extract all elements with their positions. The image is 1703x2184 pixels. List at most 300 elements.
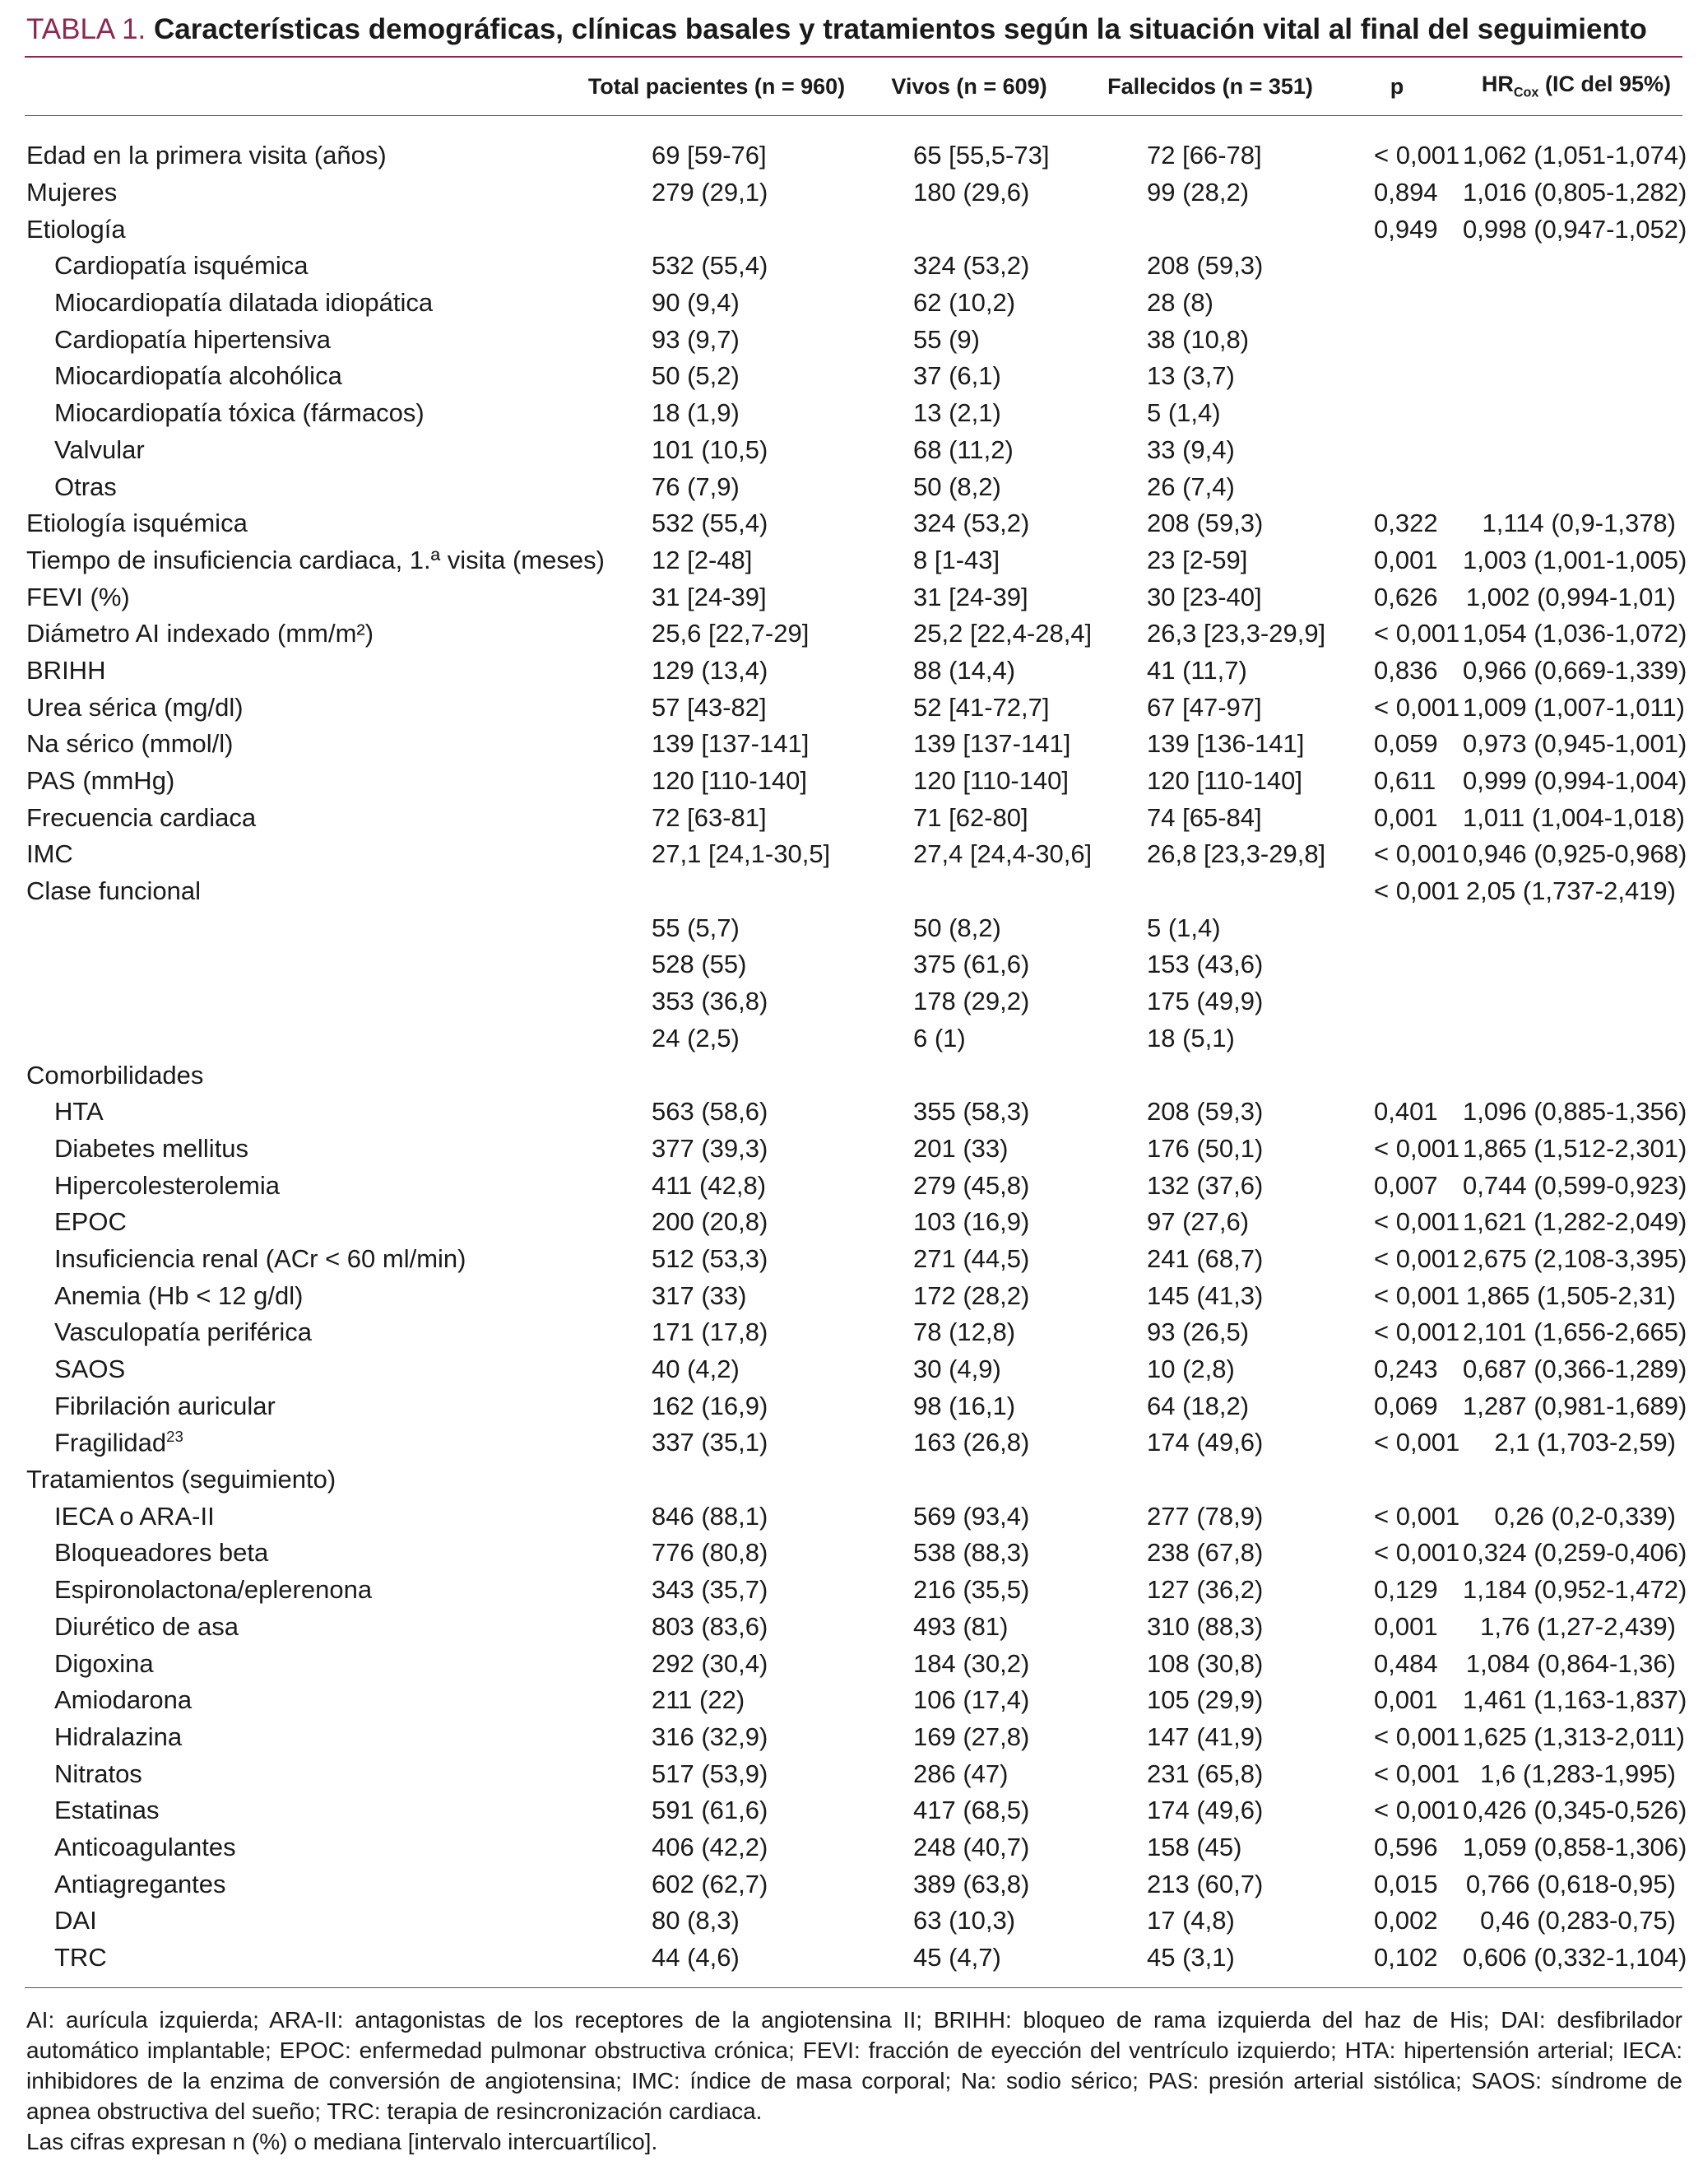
cell-p bbox=[1331, 1057, 1463, 1094]
cell-fallecidos: 97 (27,6) bbox=[1147, 1207, 1250, 1237]
cell-hr: 1,865 (1,505-2,31) bbox=[1465, 1280, 1676, 1310]
table-row bbox=[25, 1387, 1682, 1424]
table-row bbox=[25, 1535, 1682, 1572]
cell-fallecidos: 26,3 [23,3-29,9] bbox=[1147, 619, 1326, 648]
cell-fallecidos: 108 (30,8) bbox=[1147, 1648, 1264, 1678]
cell-vivos: 139 [137-141] bbox=[913, 729, 1071, 759]
row-label: BRIHH bbox=[26, 655, 106, 685]
row-label: HTA bbox=[54, 1097, 104, 1127]
row-label: Na sérico (mmol/l) bbox=[26, 729, 234, 759]
footnote-units: Las cifras expresan n (%) o mediana [intervalo intercuartílico]. bbox=[26, 2129, 658, 2155]
table-row bbox=[25, 285, 1682, 322]
cell-p: < 0,001 bbox=[1374, 619, 1460, 648]
table-row bbox=[25, 763, 1682, 800]
row-label: EPOC bbox=[54, 1207, 127, 1237]
cell-total: 591 (61,6) bbox=[652, 1796, 768, 1825]
cell-vivos: 30 (4,9) bbox=[913, 1355, 1001, 1384]
cell-vivos: 78 (12,8) bbox=[913, 1317, 1016, 1347]
row-label: Frecuencia cardiaca bbox=[26, 802, 257, 832]
row-label: Etiología bbox=[26, 214, 126, 244]
cell-vivos: 216 (35,5) bbox=[913, 1575, 1030, 1605]
cell-total: 72 [63-81] bbox=[652, 802, 767, 832]
cell-vivos: 324 (53,2) bbox=[913, 251, 1030, 281]
cell-p: 0,001 bbox=[1374, 1685, 1438, 1715]
cell-vivos: 538 (88,3) bbox=[913, 1538, 1030, 1568]
table-row bbox=[25, 1755, 1682, 1792]
cell-p: < 0,001 bbox=[1374, 1538, 1460, 1568]
cell-fallecidos: 72 [66-78] bbox=[1147, 141, 1262, 170]
cell-total: 162 (16,9) bbox=[652, 1391, 768, 1420]
cell-p bbox=[1331, 946, 1463, 983]
cell-hr bbox=[1463, 946, 1682, 983]
cell-fallecidos: 26 (7,4) bbox=[1147, 472, 1235, 501]
cell-p: < 0,001 bbox=[1374, 1501, 1460, 1531]
cell-total bbox=[584, 1461, 849, 1499]
cell-vivos: 163 (26,8) bbox=[913, 1428, 1030, 1457]
row-label bbox=[25, 946, 584, 983]
table-row bbox=[25, 542, 1682, 579]
cell-p: 0,243 bbox=[1374, 1355, 1438, 1384]
cell-hr: 2,675 (2,108-3,395) bbox=[1463, 1243, 1687, 1273]
row-label bbox=[25, 983, 584, 1020]
row-label bbox=[25, 909, 584, 946]
cell-hr: 2,05 (1,737-2,419) bbox=[1465, 876, 1676, 906]
cell-fallecidos: 23 [2-59] bbox=[1147, 545, 1248, 574]
cell-total: 200 (20,8) bbox=[652, 1207, 768, 1237]
cell-p bbox=[1331, 909, 1463, 946]
cell-p: 0,836 bbox=[1374, 655, 1438, 685]
row-label: FEVI (%) bbox=[26, 582, 130, 611]
table-row bbox=[25, 358, 1682, 395]
row-label: Diabetes mellitus bbox=[54, 1133, 249, 1163]
table-row bbox=[25, 1057, 1682, 1094]
cell-p bbox=[1331, 321, 1463, 358]
cell-vivos: 279 (45,8) bbox=[913, 1170, 1030, 1200]
cell-total: 512 (53,3) bbox=[652, 1243, 768, 1273]
cell-p bbox=[1331, 285, 1463, 322]
cell-hr bbox=[1463, 358, 1682, 395]
table-row bbox=[25, 505, 1682, 542]
cell-total bbox=[584, 873, 849, 910]
cell-p: < 0,001 bbox=[1374, 1428, 1460, 1457]
cell-fallecidos: 67 [47-97] bbox=[1147, 692, 1262, 722]
cell-fallecidos bbox=[1089, 1057, 1331, 1094]
table-row bbox=[25, 1829, 1682, 1866]
table-row bbox=[25, 1645, 1682, 1682]
table-row bbox=[25, 1277, 1682, 1314]
cell-p: 0,007 bbox=[1374, 1170, 1438, 1200]
header-vivos: Vivos (n = 609) bbox=[891, 73, 1047, 99]
cell-fallecidos: 33 (9,4) bbox=[1147, 434, 1235, 464]
cell-fallecidos: 41 (11,7) bbox=[1147, 655, 1247, 685]
cell-vivos: 55 (9) bbox=[913, 324, 980, 354]
cell-fallecidos: 99 (28,2) bbox=[1147, 178, 1250, 207]
cell-total: 803 (83,6) bbox=[652, 1611, 768, 1641]
cell-p: < 0,001 bbox=[1374, 876, 1460, 906]
table-row bbox=[25, 1131, 1682, 1168]
cell-total: 69 [59-76] bbox=[652, 141, 767, 170]
table-row bbox=[25, 1903, 1682, 1940]
cell-hr: 0,426 (0,345-0,526) bbox=[1463, 1796, 1687, 1825]
cell-hr: 0,606 (0,332-1,104) bbox=[1463, 1943, 1687, 1973]
data-table bbox=[25, 58, 1682, 115]
cell-p bbox=[1331, 358, 1463, 395]
cell-fallecidos: 174 (49,6) bbox=[1147, 1428, 1264, 1457]
table-row bbox=[25, 174, 1682, 211]
cell-p: 0,001 bbox=[1374, 1611, 1438, 1641]
row-label: Diurético de asa bbox=[54, 1611, 239, 1641]
cell-total: 517 (53,9) bbox=[652, 1759, 768, 1788]
cell-p bbox=[1331, 468, 1463, 505]
cell-vivos: 45 (4,7) bbox=[913, 1943, 1001, 1973]
cell-hr bbox=[1463, 285, 1682, 322]
cell-hr: 1,059 (0,858-1,306) bbox=[1463, 1832, 1687, 1861]
table-row bbox=[25, 1498, 1682, 1535]
table-title bbox=[26, 8, 1682, 49]
cell-total bbox=[584, 211, 849, 248]
cell-p: < 0,001 bbox=[1374, 1207, 1460, 1237]
row-label: Otras bbox=[54, 472, 117, 501]
row-label: TRC bbox=[54, 1943, 107, 1973]
cell-total: 563 (58,6) bbox=[652, 1097, 768, 1127]
row-label: Amiodarona bbox=[54, 1685, 193, 1715]
row-label: Mujeres bbox=[26, 178, 118, 207]
row-label: Miocardiopatía dilatada idiopática bbox=[54, 288, 434, 318]
row-label: Vasculopatía periférica bbox=[54, 1317, 313, 1347]
cell-p: < 0,001 bbox=[1374, 1759, 1460, 1788]
cell-vivos: 324 (53,2) bbox=[913, 509, 1030, 538]
cell-p bbox=[1331, 1020, 1463, 1057]
cell-fallecidos: 176 (50,1) bbox=[1147, 1133, 1264, 1163]
row-label: Comorbilidades bbox=[26, 1060, 204, 1090]
row-label: PAS (mmHg) bbox=[26, 766, 175, 796]
cell-vivos: 98 (16,1) bbox=[913, 1391, 1016, 1420]
table-row bbox=[25, 432, 1682, 469]
cell-fallecidos: 5 (1,4) bbox=[1147, 913, 1221, 942]
cell-vivos bbox=[849, 211, 1089, 248]
cell-vivos: 417 (68,5) bbox=[913, 1796, 1030, 1825]
row-label: Nitratos bbox=[54, 1759, 142, 1788]
cell-total: 80 (8,3) bbox=[652, 1906, 740, 1935]
row-label: Fragilidad$^{23}$ bbox=[54, 1428, 183, 1457]
cell-hr: 1,625 (1,313-2,011) bbox=[1463, 1722, 1686, 1751]
cell-hr bbox=[1463, 909, 1682, 946]
cell-total: 532 (55,4) bbox=[652, 509, 768, 538]
cell-total: 846 (88,1) bbox=[652, 1501, 768, 1531]
cell-vivos: 493 (81) bbox=[913, 1611, 1009, 1641]
cell-hr bbox=[1463, 395, 1682, 432]
cell-total: 602 (62,7) bbox=[652, 1869, 768, 1898]
table-row bbox=[25, 321, 1682, 358]
header-p: p bbox=[1390, 73, 1404, 99]
cell-vivos: 169 (27,8) bbox=[913, 1722, 1030, 1751]
cell-hr: 1,054 (1,036-1,072) bbox=[1463, 619, 1687, 648]
header-hr-main: HR bbox=[1481, 72, 1514, 97]
cell-fallecidos: 147 (41,9) bbox=[1147, 1722, 1264, 1751]
row-label: Tiempo de insuficiencia cardiaca, 1.ª visita (meses) bbox=[26, 545, 605, 574]
cell-total: 406 (42,2) bbox=[652, 1832, 768, 1861]
header-variable bbox=[25, 58, 584, 115]
cell-fallecidos: 153 (43,6) bbox=[1147, 950, 1264, 979]
cell-vivos: 184 (30,2) bbox=[913, 1648, 1030, 1678]
cell-p: 0,102 bbox=[1374, 1943, 1438, 1973]
cell-p bbox=[1331, 983, 1463, 1020]
cell-p bbox=[1331, 395, 1463, 432]
reference-superscript: 23 bbox=[166, 1428, 183, 1446]
cell-fallecidos: 241 (68,7) bbox=[1147, 1243, 1264, 1273]
cell-vivos: 25,2 [22,4-28,4] bbox=[913, 619, 1093, 648]
row-label: Etiología isquémica bbox=[26, 509, 248, 538]
cell-fallecidos: 208 (59,3) bbox=[1147, 1097, 1264, 1127]
header-total: Total pacientes (n = 960) bbox=[587, 73, 846, 99]
cell-total: 532 (55,4) bbox=[652, 251, 768, 281]
cell-hr: 0,766 (0,618-0,95) bbox=[1465, 1869, 1676, 1898]
table-body bbox=[25, 116, 1687, 1976]
cell-fallecidos bbox=[1089, 873, 1331, 910]
footer-divider bbox=[25, 1987, 1682, 1988]
table-row bbox=[25, 983, 1682, 1020]
row-label: IECA o ARA-II bbox=[54, 1501, 215, 1531]
cell-hr: 0,26 (0,2-0,339) bbox=[1494, 1501, 1676, 1531]
cell-total bbox=[584, 1057, 849, 1094]
cell-p: 0,949 bbox=[1374, 214, 1438, 244]
row-label: Urea sérica (mg/dl) bbox=[26, 692, 244, 722]
data-table-body bbox=[25, 116, 1687, 1976]
cell-fallecidos: 175 (49,9) bbox=[1147, 987, 1264, 1016]
table-row bbox=[25, 616, 1682, 653]
cell-fallecidos: 93 (26,5) bbox=[1147, 1317, 1250, 1347]
row-label: DAI bbox=[54, 1906, 97, 1935]
cell-p: 0,001 bbox=[1374, 545, 1438, 574]
cell-hr: 0,999 (0,994-1,004) bbox=[1463, 766, 1687, 796]
cell-hr: 1,461 (1,163-1,837) bbox=[1463, 1685, 1687, 1715]
table-row bbox=[25, 653, 1682, 690]
cell-vivos bbox=[849, 1057, 1089, 1094]
header-hr-rest: (IC del 95%) bbox=[1538, 72, 1671, 97]
cell-total: 93 (9,7) bbox=[652, 324, 740, 354]
cell-total: 101 (10,5) bbox=[652, 434, 768, 464]
row-label bbox=[25, 1020, 584, 1057]
row-label: Diámetro AI indexado (mm/m²) bbox=[26, 619, 374, 648]
cell-fallecidos: 5 (1,4) bbox=[1147, 398, 1221, 428]
cell-total: 57 [43-82] bbox=[652, 692, 767, 722]
cell-vivos: 103 (16,9) bbox=[913, 1207, 1030, 1237]
cell-vivos: 50 (8,2) bbox=[913, 913, 1001, 942]
cell-total: 90 (9,4) bbox=[652, 288, 740, 318]
table-row bbox=[25, 873, 1682, 910]
row-label: Anticoagulantes bbox=[54, 1832, 236, 1861]
cell-p: < 0,001 bbox=[1374, 1243, 1460, 1273]
cell-hr: 0,966 (0,669-1,339) bbox=[1463, 655, 1687, 685]
row-label: Hipercolesterolemia bbox=[54, 1170, 280, 1200]
cell-fallecidos: 13 (3,7) bbox=[1147, 361, 1235, 391]
cell-hr: 0,973 (0,945-1,001) bbox=[1463, 729, 1687, 759]
cell-p: 0,001 bbox=[1374, 802, 1438, 832]
cell-p: < 0,001 bbox=[1374, 1280, 1460, 1310]
row-label: Clase funcional bbox=[26, 876, 201, 906]
cell-vivos: 65 [55,5-73] bbox=[913, 141, 1050, 170]
cell-hr: 1,184 (0,952-1,472) bbox=[1463, 1575, 1687, 1605]
cell-vivos bbox=[849, 1461, 1089, 1499]
table-row bbox=[25, 579, 1682, 616]
cell-vivos: 286 (47) bbox=[913, 1759, 1009, 1788]
cell-vivos: 201 (33) bbox=[913, 1133, 1009, 1163]
cell-hr bbox=[1463, 432, 1682, 469]
cell-total: 24 (2,5) bbox=[652, 1023, 740, 1053]
cell-vivos: 71 [62-80] bbox=[913, 802, 1028, 832]
cell-vivos: 389 (63,8) bbox=[913, 1869, 1030, 1898]
table-row bbox=[25, 1020, 1682, 1057]
cell-hr: 1,016 (0,805-1,282) bbox=[1463, 178, 1687, 207]
cell-p: 0,894 bbox=[1374, 178, 1438, 207]
table-row bbox=[25, 1241, 1682, 1278]
cell-vivos: 6 (1) bbox=[913, 1023, 966, 1053]
cell-vivos: 375 (61,6) bbox=[913, 950, 1030, 979]
cell-hr: 1,084 (0,864-1,36) bbox=[1465, 1648, 1676, 1678]
table-row bbox=[25, 689, 1682, 726]
cell-vivos: 37 (6,1) bbox=[913, 361, 1001, 391]
cell-total: 528 (55) bbox=[652, 950, 747, 979]
cell-hr: 1,621 (1,282-2,049) bbox=[1463, 1207, 1687, 1237]
cell-p: 0,626 bbox=[1374, 582, 1438, 611]
cell-vivos bbox=[849, 873, 1089, 910]
cell-p: 0,015 bbox=[1374, 1869, 1438, 1898]
cell-fallecidos: 127 (36,2) bbox=[1147, 1575, 1264, 1605]
table-row bbox=[25, 395, 1682, 432]
cell-hr: 1,865 (1,512-2,301) bbox=[1463, 1133, 1687, 1163]
table-row bbox=[25, 1792, 1682, 1829]
cell-hr: 2,101 (1,656-2,665) bbox=[1463, 1317, 1687, 1347]
cell-vivos: 106 (17,4) bbox=[913, 1685, 1030, 1715]
cell-fallecidos: 64 (18,2) bbox=[1147, 1391, 1250, 1420]
cell-hr bbox=[1463, 1020, 1682, 1057]
cell-vivos: 27,4 [24,4-30,6] bbox=[913, 839, 1093, 869]
cell-total: 211 (22) bbox=[652, 1685, 745, 1715]
cell-fallecidos: 105 (29,9) bbox=[1147, 1685, 1264, 1715]
row-label: Antiagregantes bbox=[54, 1869, 226, 1898]
table-title-label: TABLA 1. bbox=[26, 13, 146, 45]
row-label: Miocardiopatía tóxica (fármacos) bbox=[54, 398, 425, 428]
cell-hr bbox=[1463, 248, 1682, 285]
cell-total: 129 (13,4) bbox=[652, 655, 768, 685]
table-row bbox=[25, 726, 1682, 763]
cell-total: 18 (1,9) bbox=[652, 398, 740, 428]
table-row bbox=[25, 836, 1682, 873]
table-row bbox=[25, 1940, 1682, 1977]
cell-p: 0,401 bbox=[1374, 1097, 1438, 1127]
cell-vivos: 178 (29,2) bbox=[913, 987, 1030, 1016]
cell-total: 411 (42,8) bbox=[652, 1170, 767, 1200]
cell-p: 0,322 bbox=[1374, 509, 1438, 538]
cell-p: < 0,001 bbox=[1374, 1722, 1460, 1751]
header-fallecidos: Fallecidos (n = 351) bbox=[1107, 73, 1313, 99]
cell-hr: 1,011 (1,004-1,018) bbox=[1463, 802, 1686, 832]
cell-hr: 0,744 (0,599-0,923) bbox=[1463, 1170, 1687, 1200]
table-row bbox=[25, 1866, 1682, 1903]
cell-total: 279 (29,1) bbox=[652, 178, 768, 207]
header-hr-sub: Cox bbox=[1513, 85, 1539, 100]
cell-vivos: 50 (8,2) bbox=[913, 472, 1001, 501]
table-row bbox=[25, 1461, 1682, 1499]
cell-fallecidos: 277 (78,9) bbox=[1147, 1501, 1264, 1531]
row-label: Tratamientos (seguimiento) bbox=[26, 1465, 336, 1494]
cell-fallecidos: 310 (88,3) bbox=[1147, 1611, 1264, 1641]
cell-fallecidos: 145 (41,3) bbox=[1147, 1280, 1264, 1310]
cell-hr: 1,096 (0,885-1,356) bbox=[1463, 1097, 1687, 1127]
row-label: Insuficiencia renal (ACr < 60 ml/min) bbox=[54, 1243, 466, 1273]
cell-fallecidos: 208 (59,3) bbox=[1147, 251, 1264, 281]
cell-hr: 1,76 (1,27-2,439) bbox=[1480, 1611, 1676, 1641]
cell-fallecidos: 208 (59,3) bbox=[1147, 509, 1264, 538]
row-label: Bloqueadores beta bbox=[54, 1538, 269, 1568]
cell-fallecidos: 139 [136-141] bbox=[1147, 729, 1305, 759]
table-row bbox=[25, 1682, 1682, 1719]
cell-total: 25,6 [22,7-29] bbox=[652, 619, 810, 648]
row-label: Fibrilación auricular bbox=[54, 1391, 276, 1420]
row-label: Miocardiopatía alcohólica bbox=[54, 361, 342, 391]
table-row bbox=[25, 1572, 1682, 1609]
cell-fallecidos: 30 [23-40] bbox=[1147, 582, 1262, 611]
table-row bbox=[25, 1424, 1682, 1461]
cell-total: 776 (80,8) bbox=[652, 1538, 768, 1568]
cell-p: < 0,001 bbox=[1374, 1133, 1460, 1163]
cell-fallecidos: 17 (4,8) bbox=[1147, 1906, 1235, 1935]
cell-vivos: 355 (58,3) bbox=[913, 1097, 1030, 1127]
cell-fallecidos bbox=[1089, 211, 1331, 248]
cell-p bbox=[1331, 1461, 1463, 1499]
cell-total: 120 [110-140] bbox=[652, 766, 808, 796]
cell-p: 0,002 bbox=[1374, 1906, 1438, 1935]
cell-vivos: 13 (2,1) bbox=[913, 398, 1001, 428]
cell-total: 27,1 [24,1-30,5] bbox=[652, 839, 831, 869]
row-label: Cardiopatía isquémica bbox=[54, 251, 309, 281]
cell-p bbox=[1331, 248, 1463, 285]
cell-hr: 1,287 (0,981-1,689) bbox=[1463, 1391, 1687, 1420]
cell-hr bbox=[1463, 1057, 1682, 1094]
cell-p: 0,059 bbox=[1374, 729, 1438, 759]
table-row bbox=[25, 1351, 1682, 1388]
cell-hr: 0,946 (0,925-0,968) bbox=[1463, 839, 1687, 869]
cell-fallecidos: 158 (45) bbox=[1147, 1832, 1242, 1861]
cell-p: 0,069 bbox=[1374, 1391, 1438, 1420]
table-row bbox=[25, 1204, 1682, 1241]
cell-p: 0,129 bbox=[1374, 1575, 1438, 1605]
row-label: Edad en la primera visita (años) bbox=[26, 141, 387, 170]
row-label: Valvular bbox=[54, 434, 145, 464]
cell-vivos: 120 [110-140] bbox=[913, 766, 1070, 796]
header-hr bbox=[1463, 58, 1682, 115]
table-row bbox=[25, 137, 1682, 174]
table-row bbox=[25, 248, 1682, 285]
cell-fallecidos bbox=[1089, 1461, 1331, 1499]
table-document bbox=[25, 8, 1687, 2157]
table-header bbox=[25, 58, 1682, 115]
table-row bbox=[25, 1167, 1682, 1204]
table-row bbox=[25, 1609, 1682, 1646]
cell-fallecidos: 26,8 [23,3-29,8] bbox=[1147, 839, 1326, 869]
cell-fallecidos: 238 (67,8) bbox=[1147, 1538, 1264, 1568]
cell-vivos: 180 (29,6) bbox=[913, 178, 1030, 207]
cell-total: 317 (33) bbox=[652, 1280, 747, 1310]
cell-vivos: 172 (28,2) bbox=[913, 1280, 1030, 1310]
cell-total: 292 (30,4) bbox=[652, 1648, 768, 1678]
cell-hr: 0,324 (0,259-0,406) bbox=[1463, 1538, 1687, 1568]
cell-hr bbox=[1463, 321, 1682, 358]
cell-fallecidos: 45 (3,1) bbox=[1147, 1943, 1235, 1973]
table-row bbox=[25, 211, 1682, 248]
cell-hr: 1,114 (0,9-1,378) bbox=[1482, 509, 1676, 538]
table-title-text: Características demográficas, clínicas basales y tratamientos según la situación vital al final del seguimiento bbox=[154, 13, 1647, 45]
